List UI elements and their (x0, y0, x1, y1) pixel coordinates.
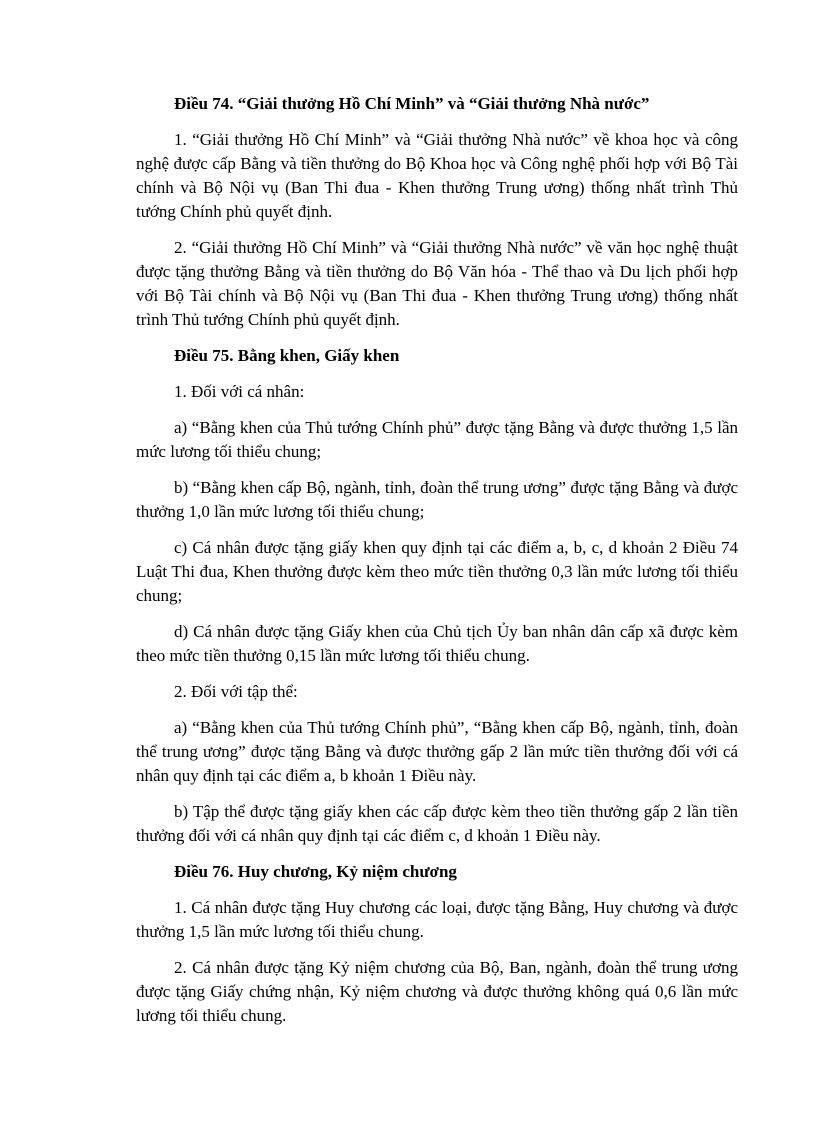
article-75 (136, 344, 738, 848)
paragraph: a) “Bằng khen của Thủ tướng Chính phủ” được tặng Bằng và được thưởng 1,5 lần mức lương tối thiểu chung; (136, 418, 738, 461)
paragraph: 1. “Giải thưởng Hồ Chí Minh” và “Giải thưởng Nhà nước” về khoa học và công nghệ được cấp Bằng và tiền thưởng do Bộ Khoa học và Công nghệ phối hợp với Bộ Tài chính và Bộ Nội vụ (Ban Thi đua - Khen thưởng Trung ương) thống nhất trình Thủ tướng Chính phủ quyết định. (136, 130, 738, 221)
paragraph: 1. Đối với cá nhân: (174, 382, 305, 401)
article-76 (136, 860, 738, 1028)
paragraph: 2. Cá nhân được tặng Kỷ niệm chương của Bộ, Ban, ngành, đoàn thể trung ương được tặng Giấy chứng nhận, Kỷ niệm chương và được thưởng không quá 0,6 lần mức lương tối thiểu chung. (136, 958, 738, 1025)
paragraph: 2. Đối với tập thể: (174, 682, 298, 701)
paragraph: a) “Bằng khen của Thủ tướng Chính phủ”, “Bằng khen cấp Bộ, ngành, tỉnh, đoàn thể trung ương” được tặng Bằng và được thưởng gấp 2 lần mức tiền thưởng đối với cá nhân quy định tại các điểm a, b khoản 1 Điều này. (136, 718, 738, 785)
paragraph: d) Cá nhân được tặng Giấy khen của Chủ tịch Ủy ban nhân dân cấp xã được kèm theo mức tiền thưởng 0,15 lần mức lương tối thiểu chung. (136, 622, 738, 665)
article-heading: Điều 76. Huy chương, Kỷ niệm chương (174, 862, 457, 881)
paragraph: b) “Bằng khen cấp Bộ, ngành, tỉnh, đoàn thể trung ương” được tặng Bằng và được thưởng 1,0 lần mức lương tối thiểu chung; (136, 478, 738, 521)
paragraph: 2. “Giải thưởng Hồ Chí Minh” và “Giải thưởng Nhà nước” về văn học nghệ thuật được tặng thưởng Bằng và tiền thưởng do Bộ Văn hóa - Thể thao và Du lịch phối hợp với Bộ Tài chính và Bộ Nội vụ (Ban Thi đua - Khen thưởng Trung ương) thống nhất trình Thủ tướng Chính phủ quyết định. (136, 238, 738, 329)
paragraph: b) Tập thể được tặng giấy khen các cấp được kèm theo tiền thưởng gấp 2 lần tiền thưởng đối với cá nhân quy định tại các điểm c, d khoản 1 Điều này. (136, 802, 738, 845)
article-heading: Điều 74. “Giải thưởng Hồ Chí Minh” và “Giải thưởng Nhà nước” (174, 94, 650, 113)
paragraph: 1. Cá nhân được tặng Huy chương các loại, được tặng Bằng, Huy chương và được thưởng 1,5 lần mức lương tối thiểu chung. (136, 898, 738, 941)
article-heading: Điều 75. Bằng khen, Giấy khen (174, 346, 400, 365)
document-body (136, 92, 738, 1040)
paragraph: c) Cá nhân được tặng giấy khen quy định tại các điểm a, b, c, d khoản 2 Điều 74 Luật Thi đua, Khen thưởng được kèm theo mức tiền thưởng 0,3 lần mức lương tối thiểu chung; (136, 538, 738, 605)
article-74 (136, 92, 738, 332)
